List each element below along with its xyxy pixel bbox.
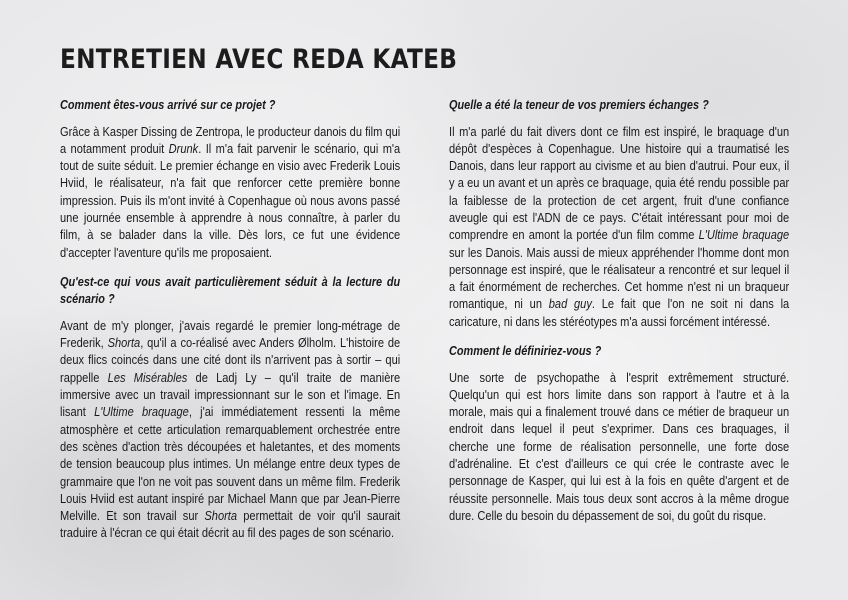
answer-text: de Ladj Ly – qu'il traite de manière immersive avec un travail impressionnant sur le son et l'image. En lisant	[60, 369, 401, 420]
question-3: Quelle a été la teneur de vos premiers échanges ?	[449, 97, 709, 112]
film-title-ultime-braquage: L'Ultime braquage	[94, 404, 189, 420]
question-2: Qu'est-ce qui vous avait particulièrement séduit à la lecture du scénario ?	[60, 273, 401, 307]
answer-4	[449, 369, 789, 525]
answer-text: Avant de m'y plonger, j'avais regardé le premier long-métrage de Frederik,	[60, 317, 401, 351]
answer-text: Grâce à Kasper Dissing de Zentropa, le producteur danois du film qui a notamment produit	[60, 123, 401, 156]
answer-text: sur les Danois. Mais aussi de mieux appréhender l'homme dont mon personnage est inspiré, que le réalisateur a rencontré et sur lequel il a fait énormément de recherches. Cet homme n'est ni un braqueur romantique, ni un	[449, 244, 790, 312]
answer-text: permettait de voir qu'il saurait traduire à l'écran ce qui était décrit au fil des pages de son scénario.	[60, 508, 401, 541]
answer-text: Il m'a parlé du fait divers dont ce film est inspiré, le braquage d'un dépôt d'espèces à Copenhague. Une histoire qui a traumatisé les Danois, dans leur rapport au civisme et au bien d'autrui. Pour eux, il y a eu un avant et un après ce braquage, quia été rendu possible par la faiblesse de la protection de cet argent, fruit d'une confiance aveugle qui est l'ADN de ce pays. C'était intéressant pour moi de comprendre en amont la portée d'un film comme	[449, 123, 790, 243]
answer-1	[60, 123, 400, 261]
film-title-drunk: Drunk	[168, 140, 199, 156]
answer-text: , j'ai immédiatement ressenti la même atmosphère et cette articulation remarquablement orchestrée entre des scènes d'action très découpées et haletantes, et des moments de tension beaucoup plus intimes. Un mélange entre deux types de grammaire que l'on ne voit pas souvent dans un même film. Frederik Louis Hviid est autant inspiré par Michael Mann que par Jean-Pierre Melville. Et son travail sur	[60, 404, 401, 524]
question-1: Comment êtes-vous arrivé sur ce projet ?	[60, 97, 276, 112]
film-title-les-miserables: Les Misérables	[107, 369, 188, 385]
answer-text: . Il m'a fait parvenir le scénario, qui m'a tout de suite séduit. Le premier échange en visio avec Frederik Louis Hviid, le réalisateur, n'a fait que renforcer cette première bonne impression. Puis ils m'ont invité à Copenhague où nous avons passé une journée ensemble à apprendre à nous connaître, à parler du film, à se balader dans la ville. Dès lors, ce fut une évidence d'accepter l'aventure qu'ils me proposaient.	[60, 140, 401, 260]
left-column	[60, 96, 400, 554]
answer-text: . Le fait que l'on ne soit ni dans la caricature, ni dans les stéréotypes m'a aussi forcément intéressé.	[449, 296, 790, 329]
film-title-ultime-braquage: L'Ultime braquage	[698, 227, 790, 243]
answer-3	[449, 123, 789, 331]
question-4: Comment le définiriez-vous ?	[449, 343, 602, 359]
emphasis-bad-guy: bad guy	[548, 296, 592, 312]
page-title: ENTRETIEN AVEC REDA KATEB	[60, 44, 458, 75]
film-title-shorta: Shorta	[204, 508, 238, 524]
answer-text: Une sorte de psychopathe à l'esprit extrêmement structuré. Quelqu'un qui est hors limite dans son rapport à l'autre et à la morale, mais qui a finalement trouvé dans ce métier de braqueur un endroit dans lequel il peut s'exprimer. Dans ces braquages, il cherche une forme de réalisation personnelle, une forte dose d'adrénaline. Et c'est d'ailleurs ce qui crée le contraste avec le personnage de Kasper, qui lui est à la fois en quête d'argent et de réussite personnelle. Mais tous deux sont accros à la même drogue dure. Celle du besoin du dépassement de soi, du goût du risque.	[449, 369, 790, 523]
answer-text: , qu'il a co-réalisé avec Anders Ølholm. L'histoire de deux flics coincés dans une cité dont ils n'arrivent pas à sortir – qui rappelle	[60, 335, 401, 385]
right-column	[449, 96, 789, 536]
answer-2	[60, 317, 400, 542]
film-title-shorta: Shorta	[107, 335, 141, 351]
